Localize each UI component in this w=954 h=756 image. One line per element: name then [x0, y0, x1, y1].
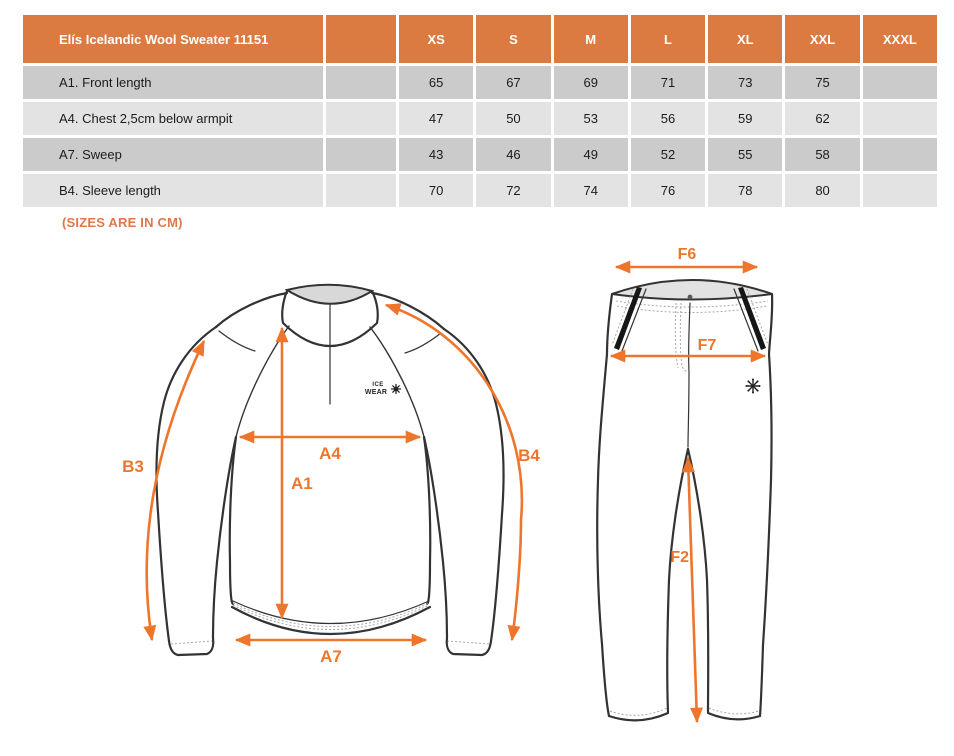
pants-hem-right	[708, 713, 760, 719]
b4-label: B4	[518, 446, 540, 465]
size-value: 49	[554, 138, 628, 171]
size-column-xxxl: XXXL	[863, 15, 937, 63]
sweater-raglan-right	[370, 327, 424, 437]
size-value: 72	[476, 174, 550, 207]
sweater-raglan-left	[236, 326, 289, 437]
size-value: 53	[554, 102, 628, 135]
row-spacer-cell	[326, 66, 396, 99]
sweater-cuff-left	[169, 638, 213, 655]
pants-fly-stitch	[680, 303, 688, 372]
b4-arrow	[386, 305, 522, 640]
sweater-sleeve-outer-right	[444, 329, 504, 641]
size-column-m: M	[554, 15, 628, 63]
size-value: 78	[708, 174, 782, 207]
pants-pocket-left	[614, 287, 642, 350]
size-header-row	[23, 15, 937, 63]
size-value: 70	[399, 174, 473, 207]
size-column-xxl: XXL	[785, 15, 859, 63]
size-value	[863, 102, 937, 135]
size-column-xl: XL	[708, 15, 782, 63]
b3-arrow	[147, 341, 204, 640]
f7-label: F7	[697, 337, 717, 354]
pants-outer-right	[760, 294, 772, 716]
sweater-sleeve-outer-left	[156, 327, 216, 641]
size-value: 71	[631, 66, 705, 99]
pants-front-seam	[688, 303, 690, 447]
pants-arrows	[611, 246, 765, 722]
logo-text-ice: ICE	[372, 382, 384, 388]
a1-label: A1	[291, 474, 313, 493]
size-value: 56	[631, 102, 705, 135]
size-column-xs: XS	[399, 15, 473, 63]
f2-label: F2	[670, 549, 689, 566]
sweater-yoke-right	[405, 333, 441, 353]
row-spacer-cell	[326, 174, 396, 207]
sizes-unit-note: (SIZES ARE IN CM)	[62, 215, 183, 230]
sweater-arrows	[122, 305, 540, 666]
size-value: 74	[554, 174, 628, 207]
logo-gear-icon	[392, 385, 401, 394]
sweater-diagram	[122, 285, 540, 666]
a4-label: A4	[319, 444, 341, 463]
size-value: 59	[708, 102, 782, 135]
size-value: 69	[554, 66, 628, 99]
size-column-s: S	[476, 15, 550, 63]
size-value: 62	[785, 102, 859, 135]
a7-label: A7	[320, 647, 342, 666]
b3-label: B3	[122, 457, 144, 476]
logo-text-wear: WEAR	[364, 389, 388, 396]
pants-hem-left	[609, 713, 668, 720]
product-title: Elís Icelandic Wool Sweater 11151	[23, 15, 323, 63]
pants-outer-left	[597, 294, 612, 716]
f6-label: F6	[677, 246, 697, 263]
measurement-label: A1. Front length	[23, 66, 323, 99]
sweater-collar	[282, 291, 378, 346]
pants-pocket-right	[738, 287, 766, 350]
row-spacer-cell	[326, 102, 396, 135]
size-value: 55	[708, 138, 782, 171]
size-value: 43	[399, 138, 473, 171]
size-value: 80	[785, 174, 859, 207]
header-spacer-cell	[326, 15, 396, 63]
size-value: 67	[476, 66, 550, 99]
measurement-label: B4. Sleeve length	[23, 174, 323, 207]
size-value: 47	[399, 102, 473, 135]
pants-button	[688, 295, 693, 300]
sweater-cuff-right	[447, 638, 491, 655]
size-value: 52	[631, 138, 705, 171]
table-row	[23, 138, 937, 171]
sweater-body-left	[230, 437, 236, 604]
sweater-shoulder-left	[216, 293, 287, 327]
row-spacer-cell	[326, 138, 396, 171]
table-row	[23, 174, 937, 207]
measurement-label: A4. Chest 2,5cm below armpit	[23, 102, 323, 135]
table-row	[23, 102, 937, 135]
size-value	[863, 174, 937, 207]
snowflake-icon	[746, 379, 761, 394]
size-value: 58	[785, 138, 859, 171]
size-value: 50	[476, 102, 550, 135]
size-column-l: L	[631, 15, 705, 63]
sweater-collar-inside	[287, 285, 372, 304]
size-value: 76	[631, 174, 705, 207]
sweater-yoke-left	[219, 331, 255, 351]
sweater-sleeve-inner-left	[213, 437, 236, 638]
measurement-label: A7. Sweep	[23, 138, 323, 171]
sweater-sleeve-inner-right	[424, 437, 447, 638]
size-value: 73	[708, 66, 782, 99]
pants-diagram	[597, 246, 772, 722]
size-value: 46	[476, 138, 550, 171]
size-value	[863, 66, 937, 99]
pants-waistband	[612, 280, 772, 300]
table-row	[23, 66, 937, 99]
icewear-logo	[365, 382, 401, 396]
sweater-body-right	[424, 437, 430, 604]
size-table	[20, 12, 940, 210]
f2-arrow	[688, 458, 697, 722]
size-value: 65	[399, 66, 473, 99]
size-value	[863, 138, 937, 171]
sweater-shoulder-right	[372, 293, 444, 329]
pants-inner-right	[688, 449, 708, 712]
pants-inner-left	[667, 449, 688, 712]
sweater-hem	[233, 601, 429, 624]
size-value: 75	[785, 66, 859, 99]
